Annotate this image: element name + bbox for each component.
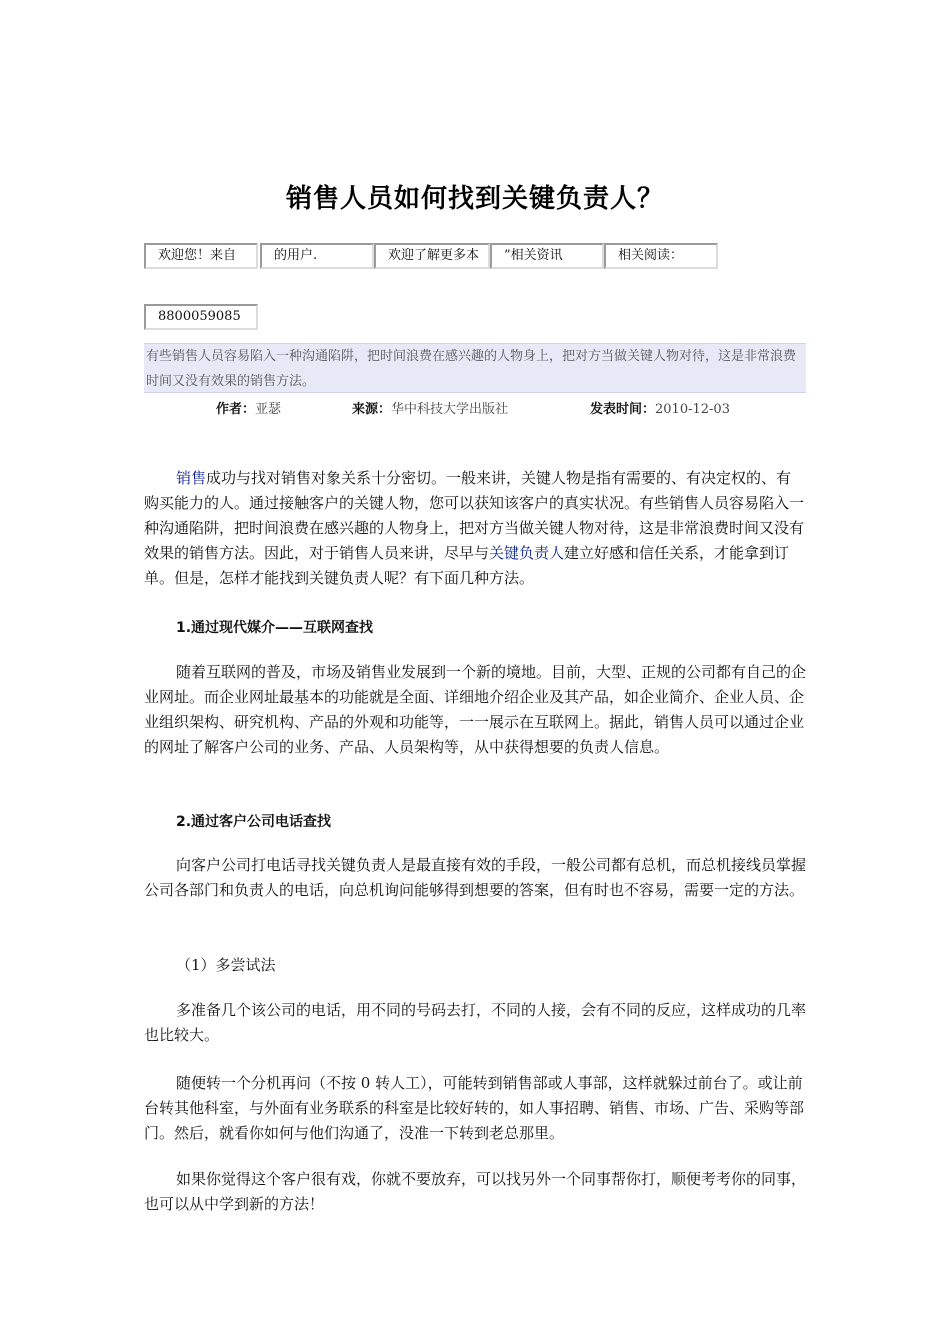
section1-text: 随着互联网的普及，市场及销售业发展到一个新的境地。目前，大型、正规的公司都有自己的企业网址。而企业网址最基本的功能就是全面、详细地介绍企业及其产品，如企业简介、企业人员、企业组织架构、研究机构、产品的外观和功能等，一一展示在互联网上。据此，销售人员可以通过企业的网址了解客户公司的业务、产品、人员架构等，从中获得想要的负责人信息。: [144, 663, 807, 756]
publish-date: 2010-12-03: [655, 402, 730, 417]
intro-text-1: 成功与找对销售对象关系十分密切。一般来讲，关键人物是指有需要的、有决定权的、有购买能力的人。通过接触客户的关键人物，您可以获知该客户的真实状况。有些销售人员容易陷入一种沟通陷阱，把时间浪费在感兴趣的人物身上，把对方当做关键人物对待，这是非常浪费时间又没有效果的销售方法。因此，对于销售人员来讲，尽早与: [144, 469, 805, 562]
method1-paragraph-1: [144, 998, 806, 1048]
method1-paragraph-3: [144, 1167, 806, 1217]
user-field[interactable]: 的用户.: [260, 243, 374, 269]
intro-text-2: 建立好感和信任关系，才能拿到订单。但是，怎样才能找到关键负责人呢？有下面几种方法。: [144, 544, 790, 587]
section2-paragraph: [144, 853, 806, 903]
date-label: 发表时间：: [590, 402, 656, 417]
date-meta: [590, 398, 730, 417]
source-label: 来源：: [352, 402, 392, 417]
section1-paragraph: [144, 660, 806, 760]
section2-heading: 2.通过客户公司电话查找: [176, 814, 332, 830]
key-person-link[interactable]: 关键负责人: [489, 544, 565, 562]
article-summary: 有些销售人员容易陷入一种沟通陷阱，把时间浪费在感兴趣的人物身上，把对方当做关键人物对待，这是非常浪费时间又没有效果的销售方法。: [144, 343, 806, 393]
page-title: 销售人员如何找到关键负责人？: [285, 184, 664, 214]
welcome-field[interactable]: 欢迎您！来自: [144, 243, 258, 269]
author-name: 亚瑟: [255, 402, 282, 417]
source-meta: [352, 398, 508, 417]
author-label: 作者：: [216, 402, 256, 417]
number-field[interactable]: 8800059085: [144, 304, 258, 330]
method1-text-3: 如果你觉得这个客户很有戏，你就不要放弃，可以找另外一个同事帮你打，顺便考考你的同事，也可以从中学到新的方法！: [144, 1170, 807, 1213]
method1-paragraph-2: [144, 1071, 806, 1146]
related-news-field[interactable]: ”相关资讯: [490, 243, 604, 269]
method1-text-1: 多准备几个该公司的电话，用不同的号码去打，不同的人接，会有不同的反应，这样成功的几率也比较大。: [144, 1001, 807, 1044]
section1-heading: 1.通过现代媒介——互联网查找: [176, 620, 374, 636]
related-reading-field[interactable]: 相关阅读：: [604, 243, 718, 269]
method1-text-2: 随便转一个分机再问（不按 0 转人工），可能转到销售部或人事部，这样就躲过前台了。或让前台转其他科室，与外面有业务联系的科室是比较好转的，如人事招聘、销售、市场、广告、采购等部门。然后，就看你如何与他们沟通了，没准一下转到老总那里。: [144, 1074, 805, 1142]
more-info-field[interactable]: 欢迎了解更多本: [374, 243, 490, 269]
sales-link[interactable]: 销售: [176, 469, 207, 487]
source-name: 华中科技大学出版社: [391, 402, 509, 417]
intro-paragraph: [144, 466, 806, 591]
section2-text: 向客户公司打电话寻找关键负责人是最直接有效的手段，一般公司都有总机，而总机接线员掌握公司各部门和负责人的电话，向总机询问能够得到想要的答案，但有时也不容易，需要一定的方法。: [144, 856, 807, 899]
author-meta: [216, 398, 281, 417]
method1-heading: （1）多尝试法: [176, 956, 276, 974]
